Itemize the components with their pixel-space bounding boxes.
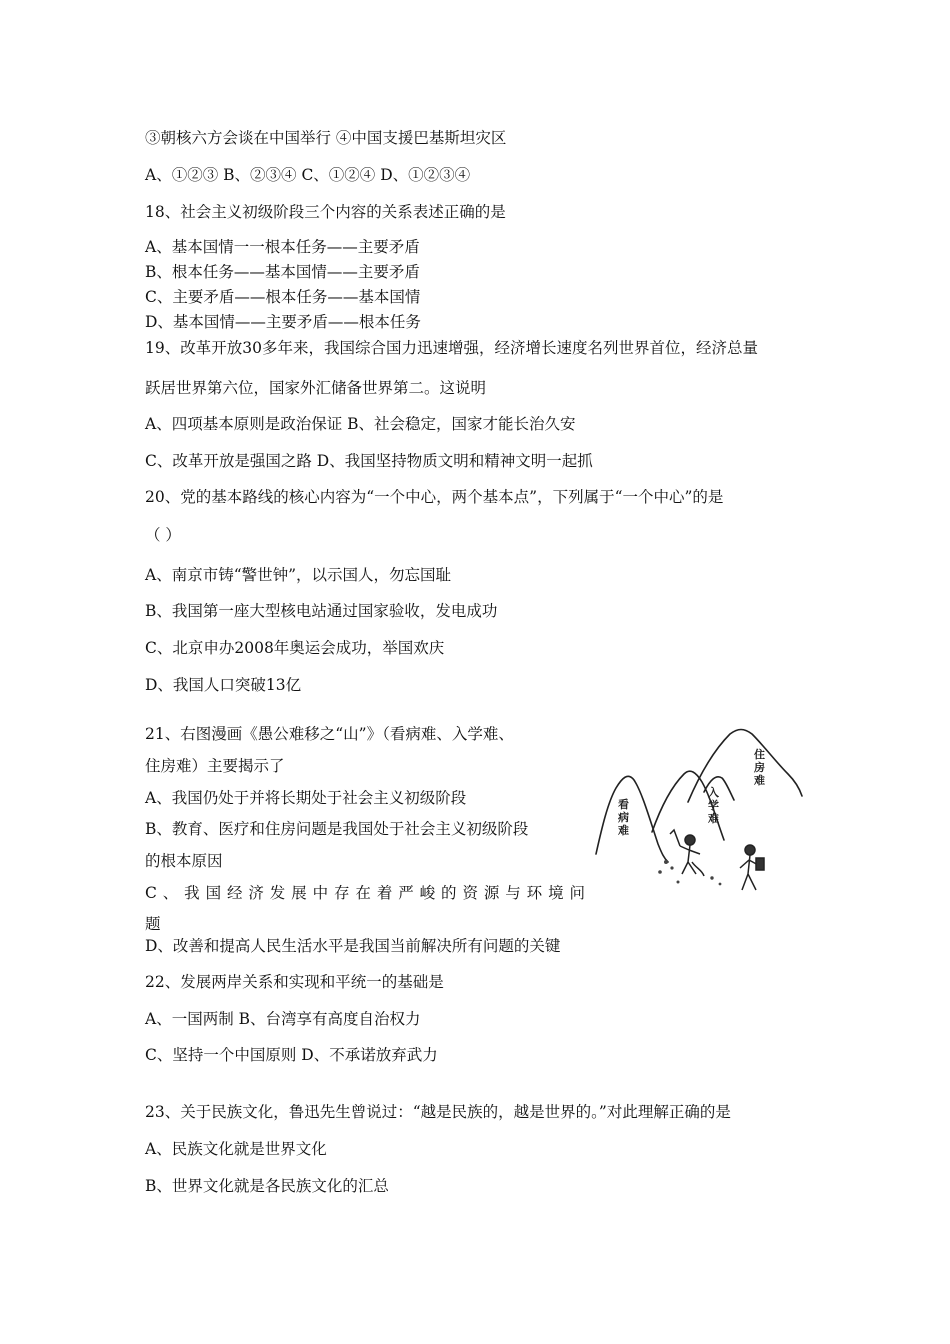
q21-stem-line-1: 21、右图漫画《愚公难移之“山”》（看病难、入学难、 [145,725,514,743]
q21-stem-line-2: 住房难）主要揭示了 [145,757,285,775]
label-char: 住 [754,748,765,761]
label-char: 学 [708,799,719,812]
q20-option-c: C、北京申办2008年奥运会成功，举国欢庆 [145,639,445,657]
q20-option-a: A、南京市铸“警世钟”，以示国人，勿忘国耻 [145,566,452,584]
q21-option-c-line-1: C、我国经济发展中存在着严峻的资源与环境问 [145,884,585,902]
q21-option-b-line-1: B、教育、医疗和住房问题是我国处于社会主义初级阶段 [145,820,529,838]
q18-option-c: C、主要矛盾——根本任务——基本国情 [145,288,421,306]
label-kanbingnan [617,797,629,837]
q18-option-d: D、基本国情——主要矛盾——根本任务 [145,313,421,331]
q21-option-b-line-2: 的根本原因 [145,852,223,870]
label-zhufangnan [753,747,765,787]
q19-stem-line-1: 19、改革开放30多年来，我国综合国力迅速增强，经济增长速度名列世界首位，经济总量 [145,339,758,357]
label-char: 房 [754,761,765,774]
q22-options-a-b: A、一国两制 B、台湾享有高度自治权力 [145,1010,421,1028]
q18-option-a: A、基本国情一一根本任务——主要矛盾 [145,238,420,256]
q23-stem: 23、关于民族文化，鲁迅先生曾说过：“越是民族的，越是世界的。”对此理解正确的是 [145,1103,731,1121]
q21-option-d: D、改善和提高人民生活水平是我国当前解决所有问题的关键 [145,937,561,955]
worker-figure [670,830,704,876]
q23-option-a: A、民族文化就是世界文化 [145,1140,327,1158]
label-char: 难 [708,812,719,825]
q20-option-d: D、我国人口突破13亿 [145,676,302,694]
label-char: 入 [708,786,719,799]
label-char: 看 [618,798,629,811]
q17-option-line-3-4: ③朝核六方会谈在中国举行 ④中国支援巴基斯坦灾区 [145,129,507,147]
q20-option-b: B、我国第一座大型核电站通过国家验收，发电成功 [145,602,498,620]
q22-stem: 22、发展两岸关系和实现和平统一的基础是 [145,973,444,991]
q22-options-c-d: C、坚持一个中国原则 D、不承诺放弃武力 [145,1046,438,1064]
cartoon-yugong-mountains [592,722,804,902]
q18-option-b: B、根本任务——基本国情——主要矛盾 [145,263,420,281]
walker-figure [740,845,764,890]
q20-stem-line-1: 20、党的基本路线的核心内容为“一个中心，两个基本点”，下列属于“一个中心”的是 [145,488,724,506]
q21-option-a: A、我国仍处于并将长期处于社会主义初级阶段 [145,789,467,807]
q17-answer-choices: A、①②③ B、②③④ C、①②④ D、①②③④ [145,166,471,184]
q19-options-c-d: C、改革开放是强国之路 D、我国坚持物质文明和精神文明一起抓 [145,452,593,470]
q18-stem: 18、社会主义初级阶段三个内容的关系表述正确的是 [145,203,506,221]
label-char: 病 [618,811,629,824]
q19-options-a-b: A、四项基本原则是政治保证 B、社会稳定，国家才能长治久安 [145,415,576,433]
label-char: 难 [754,774,765,787]
label-char: 难 [618,824,629,837]
q23-option-b: B、世界文化就是各民族文化的汇总 [145,1177,389,1195]
q20-answer-blank: （ ） [145,526,181,544]
q19-stem-line-2: 跃居世界第六位，国家外汇储备世界第二。这说明 [145,379,487,397]
q21-option-c-line-2: 题 [145,915,161,933]
label-ruxuenan [708,785,719,825]
